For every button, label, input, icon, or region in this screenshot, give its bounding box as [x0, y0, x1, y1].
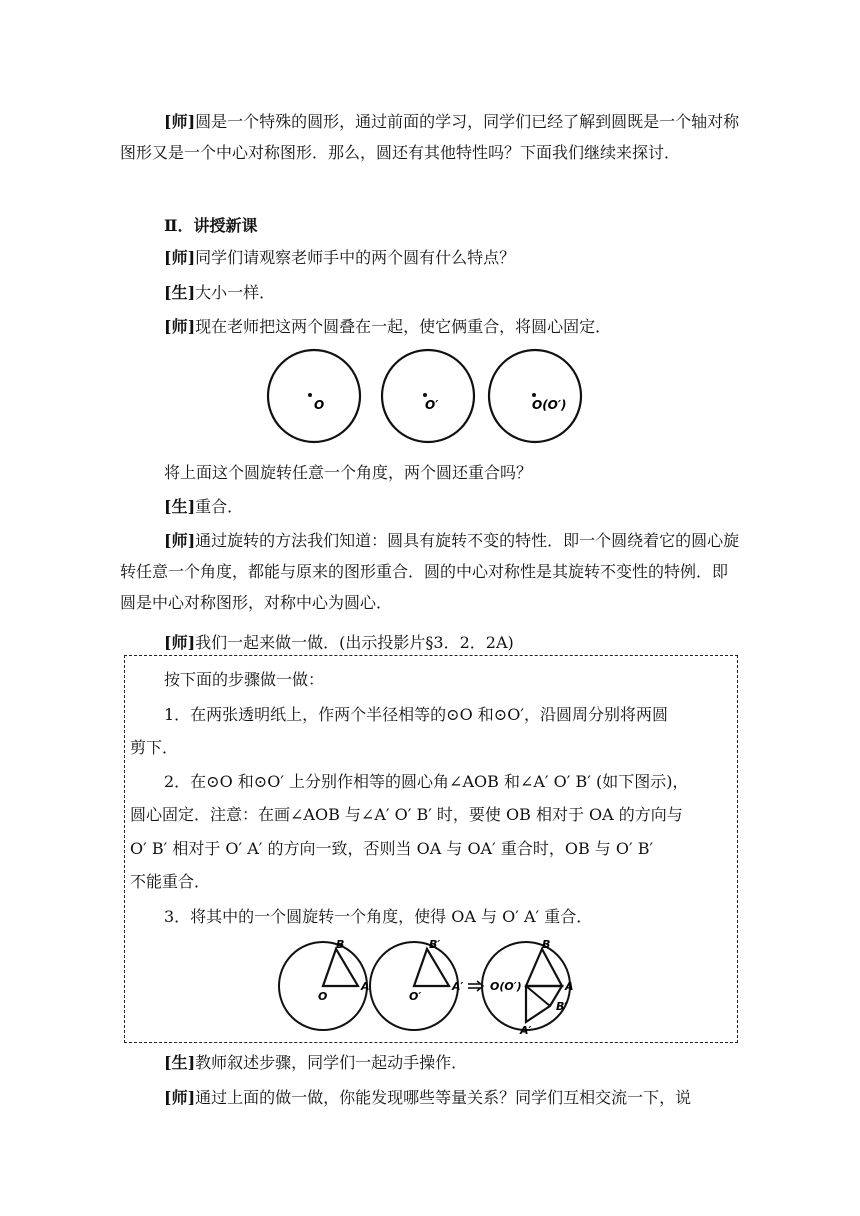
student-answer [164, 280, 275, 303]
label-o-o-prime: O(O′) [532, 398, 567, 412]
teacher-tag: [师] [164, 112, 196, 131]
teacher-activity [164, 630, 514, 653]
teacher-tag: [师] [164, 1088, 196, 1107]
student-tag: [生] [164, 283, 196, 302]
paragraph-text: 教师叙述步骤，同学们一起动手操作． [195, 1053, 468, 1072]
teacher-question [164, 1085, 691, 1108]
intro-paragraph [120, 106, 742, 168]
step-3-line: 3．将其中的一个圆旋转一个角度，使得 OA 与 O′ A′ 重合． [164, 907, 593, 926]
step-2-line-1: 2．在⊙O 和⊙O′ 上分别作相等的圆心角∠AOB 和∠A′ O′ B′ (如下图示)， [164, 772, 689, 791]
center-dot [423, 393, 427, 397]
step-2-line-3: O′ B′ 相对于 O′ A′ 的方向一致，否则当 OA 与 OA′ 重合时，OB 与 O′ B′ [130, 839, 654, 858]
teacher-question [164, 245, 515, 268]
arrow-icon [468, 981, 483, 991]
label-o-prime: O′ [409, 990, 422, 1003]
student-answer [164, 494, 243, 517]
section-heading: Ⅱ．讲授新课 [164, 216, 258, 235]
teacher-tag: [师] [164, 248, 196, 267]
label-o-o-prime: O(O′) [490, 980, 522, 993]
label-a: A [361, 980, 370, 993]
student-tag: [生] [164, 1053, 196, 1072]
paragraph-text: 通过上面的做一做，你能发现哪些等量关系？同学们互相交流一下，说 [195, 1088, 692, 1107]
label-b: B [542, 938, 551, 951]
label-o: O [318, 990, 328, 1003]
step-2-line-4: 不能重合． [130, 872, 211, 891]
teacher-tag: [师] [164, 531, 196, 550]
paragraph-text: 通过旋转的方法我们知道：圆具有旋转不变的特性．即一个圆绕着它的圆心旋转任意一个角度，都能与原来的图形重合．圆的中心对称性是其旋转不变性的特例．即圆是中心对称图形，对称中心为圆心． [120, 531, 740, 612]
student-answer [164, 1050, 467, 1073]
rotation-paragraph [120, 525, 742, 618]
label-o-prime: O′ [425, 398, 439, 412]
label-b-prime: B′ [429, 938, 441, 951]
center-dot [308, 393, 312, 397]
label-o: O [314, 398, 325, 412]
label-a-prime: A′ [452, 980, 464, 993]
label-a-prime: A′ [520, 1024, 532, 1036]
step-1-line-2: 剪下． [130, 738, 179, 757]
step-1-line-1: 1．在两张透明纸上，作两个半径相等的⊙O 和⊙O′，沿圆周分别将两圆 [164, 705, 668, 724]
teacher-instruction [164, 314, 611, 337]
paragraph-text: 重合． [195, 497, 244, 516]
paragraph-text: 我们一起来做一做．(出示投影片§3．2．2A) [195, 633, 514, 652]
three-circles-figure [262, 345, 602, 449]
paragraph-text: 大小一样． [195, 283, 276, 302]
label-b-prime: B′ [556, 1000, 568, 1013]
center-dot [532, 393, 536, 397]
paragraph-text: 同学们请观察老师手中的两个圆有什么特点？ [195, 248, 516, 267]
step-2-line-2: 圆心固定．注意：在画∠AOB 与∠A′ O′ B′ 时，要使 OB 相对于 OA 的方向与 [130, 805, 683, 824]
student-tag: [生] [164, 497, 196, 516]
paragraph-text: 现在老师把这两个圆叠在一起，使它俩重合，将圆心固定． [195, 317, 612, 336]
label-a: A [565, 980, 574, 993]
teacher-tag: [师] [164, 317, 196, 336]
circle-o [268, 350, 360, 442]
question-line: 将上面这个圆旋转任意一个角度，两个圆还重合吗？ [164, 463, 533, 482]
angle-rotation-figure [276, 936, 588, 1036]
box-intro: 按下面的步骤做一做： [164, 670, 325, 689]
circle-o-prime [382, 350, 474, 442]
teacher-tag: [师] [164, 633, 196, 652]
paragraph-text: 圆是一个特殊的圆形，通过前面的学习，同学们已经了解到圆既是一个轴对称图形又是一个中心对称图形．那么，圆还有其他特性吗？下面我们继续来探讨． [120, 112, 740, 162]
label-b: B [336, 938, 345, 951]
